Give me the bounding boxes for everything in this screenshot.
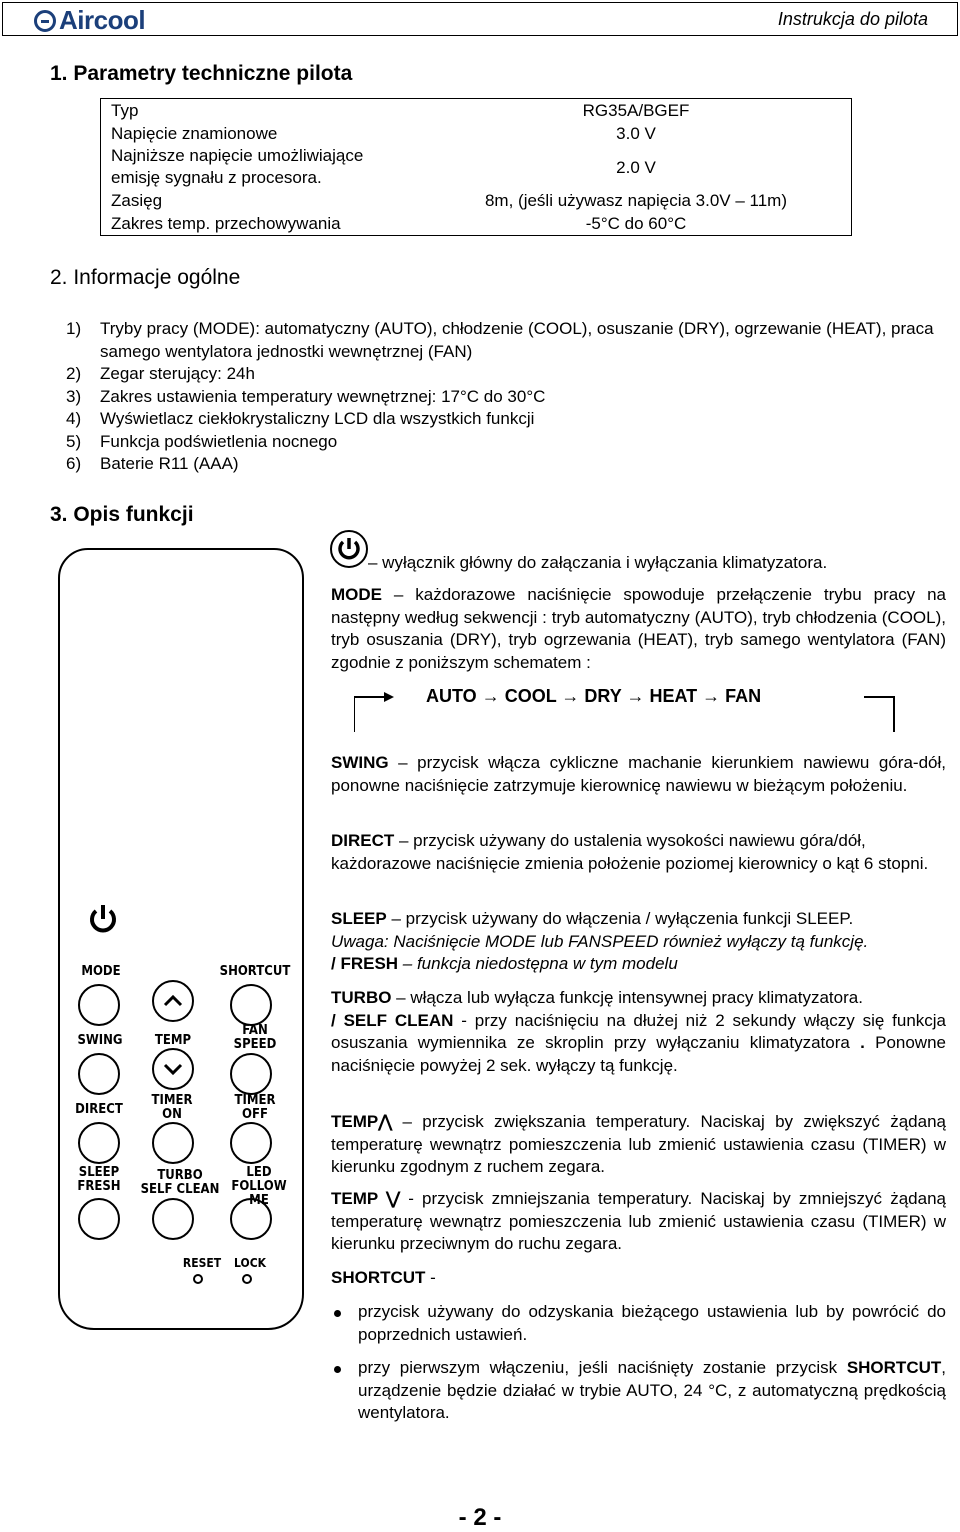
- list-item: [66, 408, 951, 431]
- remote-label-lock: LOCK: [234, 1256, 266, 1270]
- section-1-heading: 1. Parametry techniczne pilota: [50, 62, 353, 85]
- remote-label-temp: TEMP: [154, 1033, 192, 1048]
- table-row: [101, 189, 852, 212]
- brand-logo: [34, 5, 145, 36]
- table-row: [101, 122, 852, 145]
- turbo-text: – włącza lub wyłącza funkcję intensywnej pracy klimatyzatora.: [391, 988, 863, 1007]
- mode-key: MODE: [331, 585, 382, 604]
- mode-text: – każdorazowe naciśnięcie spowoduje przełączenie trybu pracy na następny według sekwencji : tryb automatyczny (AUTO), tryb chłodzenia (COOL), tryb osuszania (DRY), tryb ogrzewania (HEAT), tryb samego wentylatora (FAN) zgodnie z poniższym schematem :: [331, 585, 946, 672]
- bullet-2-text-b: , urządzenie będzie działać w trybie AUTO, 24 °C, z automatyczną prędkością wentylatora.: [358, 1358, 946, 1423]
- shortcut-dash: -: [425, 1268, 436, 1287]
- spec-table: [100, 98, 852, 236]
- spec-label: Najniższe napięcie umożliwiające emisję sygnału z procesora.: [111, 146, 364, 187]
- remote-direct-button: [78, 1122, 120, 1164]
- list-text: Zakres ustawienia temperatury wewnętrznej: 17°C do 30°C: [100, 386, 546, 406]
- arrow-right-icon: →: [561, 686, 585, 706]
- arrow-right-icon: →: [702, 686, 726, 706]
- remote-temp-up-button: [152, 980, 194, 1022]
- temp-up-text: – przycisk zwiększania temperatury. Naciskaj by zwiększyć żądaną temperaturę wewnątrz pomieszczenia lub zmienić ustawienia czasu (TIMER) w kierunku zgodnym z ruchem zegara.: [331, 1112, 946, 1177]
- mode-sequence-diagram: [354, 688, 896, 732]
- sleep-description: [331, 908, 951, 976]
- chevron-down-icon: ⋁: [377, 1189, 401, 1208]
- sleep-key: SLEEP: [331, 909, 387, 928]
- selfclean-text: - przy naciśnięciu na dłużej niż 2 sekundy włączy się funkcja osuszania wymiennika ze skroplin przy wyłączaniu klimatyzatora: [331, 1010, 947, 1053]
- arrow-right-icon: →: [626, 686, 650, 706]
- remote-timer-on-button: [152, 1122, 194, 1164]
- remote-temp-down-button: [152, 1048, 194, 1090]
- remote-label-led-followme: LED FOLLOW ME: [231, 1165, 287, 1208]
- shortcut-heading: [331, 1267, 946, 1290]
- mode-description: [331, 584, 946, 674]
- page-number: - 2 -: [458, 1504, 502, 1531]
- fresh-key: / FRESH: [331, 954, 399, 974]
- list-number: 6): [66, 454, 82, 473]
- list-text: Funkcja podświetlenia nocnego: [100, 431, 338, 451]
- table-row: [101, 212, 852, 236]
- list-text: Baterie R11 (AAA): [100, 454, 239, 473]
- direct-description: [331, 830, 946, 875]
- spec-label: Zasięg: [111, 191, 163, 210]
- list-item: [66, 431, 951, 454]
- flow-step: AUTO: [426, 686, 477, 706]
- temp-up-key: TEMP: [331, 1112, 379, 1131]
- spec-value: RG35A/BGEF: [582, 101, 690, 120]
- swing-description: [331, 752, 946, 797]
- shortcut-bullet-1: przycisk używany do odzyskania bieżącego ustawienia lub by powrócić do poprzednich ustawień.: [358, 1302, 946, 1344]
- list-item: [66, 386, 951, 409]
- spec-label: Napięcie znamionowe: [111, 124, 278, 143]
- temp-down-text: - przycisk zmniejszania temperatury. Naciskaj by zmniejszyć żądaną temperaturę wewnątrz pomieszczenia lub zmienić ustawienia czasu (TIMER) w kierunku przeciwnym do ruchu zegara.: [331, 1189, 947, 1254]
- turbo-key: TURBO: [331, 988, 392, 1007]
- spec-value: 3.0 V: [616, 124, 656, 143]
- swing-text: – przycisk włącza cykliczne machanie kierunkiem nawiewu góra-dół, ponowne naciśnięcie zatrzymuje kierownicę nawiewu w bieżącym położeniu.: [331, 753, 946, 795]
- sleep-note: Uwaga: Naciśnięcie MODE lub FANSPEED również wyłączy tą funkcję.: [331, 931, 869, 951]
- list-number: 2): [66, 364, 82, 383]
- selfclean-dot: .: [849, 1033, 865, 1053]
- remote-power-icon: [84, 900, 122, 938]
- selfclean-tail: Ponowne naciśnięcie powyżej 2 sek. wyłączy tą funkcję.: [331, 1033, 946, 1075]
- list-number: 5): [66, 431, 82, 451]
- remote-reset-hole: [193, 1274, 203, 1284]
- logo-icon: [34, 10, 56, 32]
- list-text: Zegar sterujący: 24h: [100, 364, 255, 383]
- chevron-up-icon: ⋀: [378, 1112, 393, 1131]
- remote-sleep-button: [78, 1198, 120, 1240]
- remote-label-swing: SWING: [77, 1033, 123, 1048]
- flow-step: COOL: [504, 686, 557, 706]
- power-icon: [330, 530, 368, 568]
- list-text: Wyświetlacz ciekłokrystaliczny LCD dla wszystkich funkcji: [100, 409, 535, 428]
- spec-value: 2.0 V: [616, 157, 656, 177]
- logo-text: Aircool: [59, 5, 146, 35]
- arrow-right-icon: →: [481, 686, 505, 706]
- remote-label-timer-off: TIMER OFF: [234, 1093, 276, 1122]
- remote-label-fan-speed: FAN SPEED: [233, 1023, 277, 1052]
- remote-turbo-button: [152, 1198, 194, 1240]
- spec-label: Zakres temp. przechowywania: [111, 214, 341, 233]
- bullet-2-text-a: przy pierwszym włączeniu, jeśli naciśnięty zostanie przycisk: [358, 1358, 847, 1377]
- temp-up-description: [331, 1111, 946, 1179]
- turbo-description: [331, 987, 946, 1077]
- remote-shortcut-button: [230, 984, 272, 1026]
- spec-value: 8m, (jeśli używasz napięcia 3.0V – 11m): [484, 191, 788, 210]
- list-number: 3): [66, 386, 82, 406]
- remote-label-direct: DIRECT: [75, 1102, 123, 1117]
- features-list: [66, 318, 951, 476]
- temp-down-description: [331, 1188, 946, 1256]
- list-number: 1): [66, 319, 82, 338]
- table-row: [101, 99, 852, 123]
- power-description: – wyłącznik główny do załączania i wyłączania klimatyzatora.: [368, 553, 828, 572]
- shortcut-bullet-2: [358, 1357, 946, 1425]
- flow-step: DRY: [584, 686, 622, 706]
- list-item: [66, 318, 951, 363]
- remote-timer-off-button: [230, 1122, 272, 1164]
- remote-label-sleep-fresh: SLEEP FRESH: [77, 1165, 121, 1194]
- temp-down-key: TEMP: [331, 1189, 378, 1208]
- remote-fan-speed-button: [230, 1053, 272, 1095]
- document-title: Instrukcja do pilota: [777, 9, 928, 29]
- bullet-2-key: SHORTCUT: [846, 1358, 942, 1377]
- section-3-heading: 3. Opis funkcji: [50, 503, 194, 526]
- direct-key: DIRECT: [331, 831, 395, 850]
- remote-control-illustration: [58, 548, 304, 1330]
- remote-lock-hole: [242, 1274, 252, 1284]
- shortcut-key: SHORTCUT: [331, 1268, 426, 1287]
- remote-label-turbo-selfclean: TURBO SELF CLEAN: [140, 1168, 220, 1197]
- spec-label: Typ: [111, 101, 139, 120]
- list-item: [66, 363, 951, 386]
- bullet-icon: [334, 1366, 341, 1373]
- list-item: [66, 453, 951, 476]
- table-row: [101, 145, 852, 189]
- remote-label-reset: RESET: [182, 1256, 222, 1270]
- fresh-text: – funkcja niedostępna w tym modelu: [398, 954, 678, 974]
- flow-step: HEAT: [649, 686, 698, 706]
- spec-value: -5°C do 60°C: [585, 214, 687, 233]
- mode-sequence: [426, 686, 761, 707]
- remote-led-button: [230, 1198, 272, 1240]
- remote-label-shortcut: SHORTCUT: [219, 964, 291, 979]
- bullet-icon: [334, 1310, 341, 1317]
- list-text: Tryby pracy (MODE): automatyczny (AUTO), chłodzenie (COOL), osuszanie (DRY), ogrzewanie (HEAT), praca samego wentylatora jednostki wewnętrznej (FAN): [100, 319, 934, 361]
- sleep-text: – przycisk używany do włączenia / wyłączenia funkcji SLEEP.: [386, 909, 854, 928]
- swing-key: SWING: [331, 753, 389, 772]
- list-number: 4): [66, 409, 82, 428]
- flow-step: FAN: [725, 686, 762, 706]
- section-2-heading: 2. Informacje ogólne: [50, 266, 241, 289]
- remote-mode-button: [78, 984, 120, 1026]
- direct-text: – przycisk używany do ustalenia wysokości nawiewu góra/dół, każdorazowe naciśnięcie zmienia położenie poziomej kierownicy o kąt 6 stopni.: [331, 831, 929, 873]
- remote-label-mode: MODE: [81, 964, 121, 979]
- selfclean-key: / SELF CLEAN: [331, 1010, 454, 1030]
- remote-label-timer-on: TIMER ON: [151, 1093, 193, 1122]
- remote-swing-button: [78, 1053, 120, 1095]
